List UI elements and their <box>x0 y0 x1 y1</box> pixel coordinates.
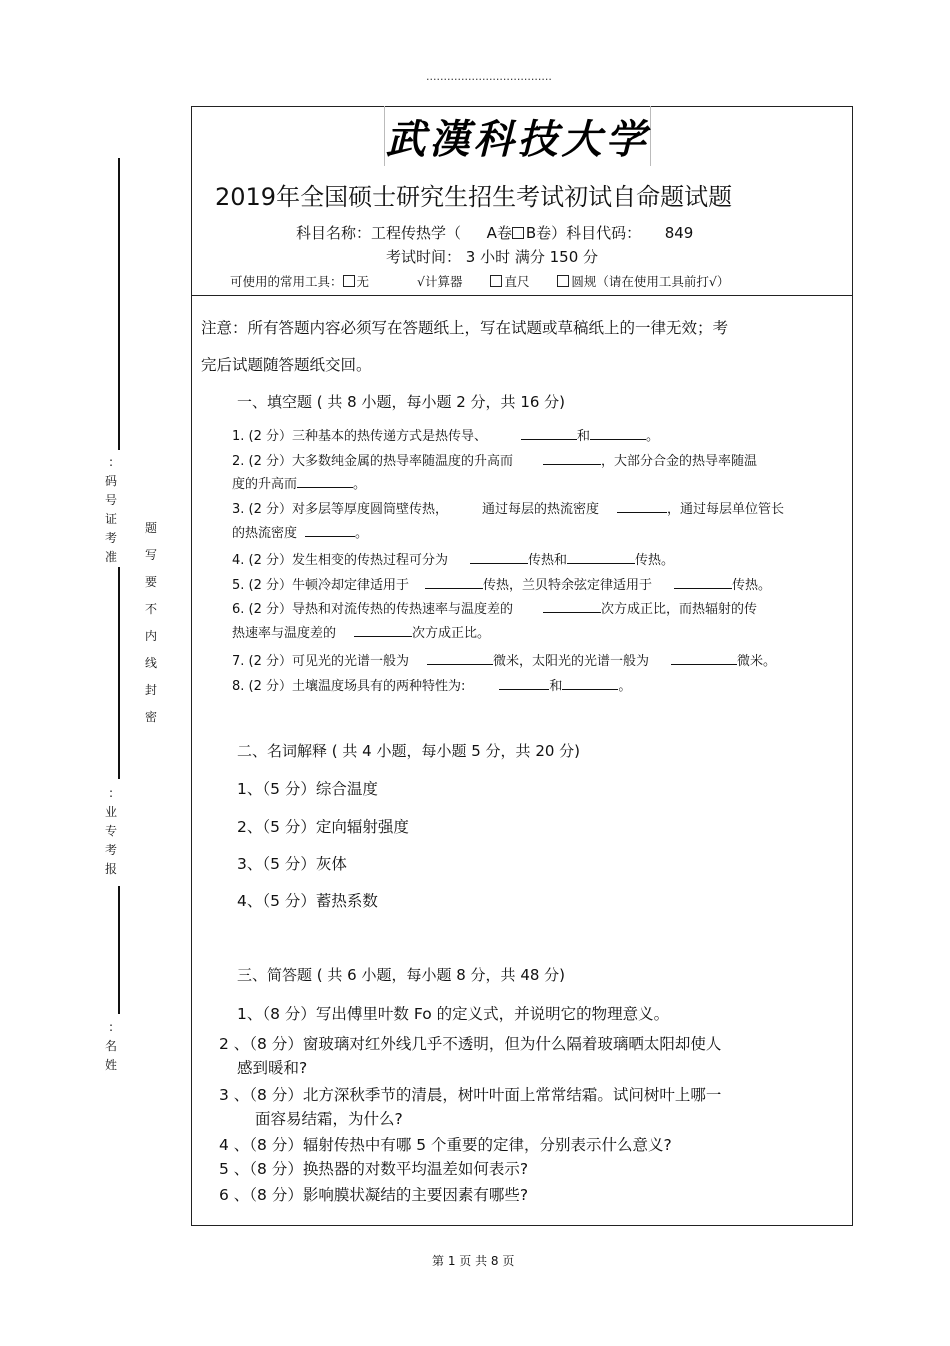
answer-blank <box>590 427 646 440</box>
binding-line-top <box>118 158 120 450</box>
fill-question-6: 6. (2 分）导热和对流传热的传热速率与温度差的 次方成正比，而热辐射的传 <box>232 602 758 617</box>
exam-title: 2019年全国硕士研究生招生考试初试自命题试题 <box>215 183 733 211</box>
answer-blank <box>674 576 732 589</box>
short-question-4: 4 、（8 分）辐射传热中有哪 5 个重要的定律，分别表示什么意义? <box>219 1136 672 1154</box>
seal-line-notice: 题 写 要 不 内 线 封 密 <box>144 521 157 724</box>
fill-question-7: 7. (2 分）可见光的光谱一般为 微米，太阳光的光谱一般为 微米。 <box>232 654 777 669</box>
fill-question-1: 1. (2 分）三种基本的热传递方式是热传导、 和 。 <box>232 429 660 444</box>
short-question-1: 1、（8 分）写出傅里叶数 Fo 的定义式，并说明它的物理意义。 <box>237 1005 670 1023</box>
answer-blank <box>425 576 483 589</box>
page-number: 第 1 页 共 8 页 <box>432 1254 515 1268</box>
short-question-5: 5 、（8 分）换热器的对数平均温差如何表示? <box>219 1160 529 1178</box>
university-logo: 武漢科技大学 <box>384 106 651 166</box>
answer-blank <box>543 600 601 613</box>
fill-question-2: 2. (2 分）大多数纯金属的热导率随温度的升高而 ，大部分合金的热导率随温 <box>232 454 758 469</box>
header-separator <box>191 295 853 296</box>
notice-line-2: 完后试题随答题纸交回。 <box>201 356 372 374</box>
subject-label: 科目名称：工程传热学（ <box>296 224 462 242</box>
binding-line-bottom <box>118 886 120 1014</box>
section1-heading: 一、填空题 ( 共 8 小题，每小题 2 分，共 16 分) <box>237 393 566 411</box>
fill-question-5: 5. (2 分）牛顿冷却定律适用于 传热，兰贝特余弦定律适用于 传热。 <box>232 578 772 593</box>
major-field: : 业 专 考 报 <box>104 786 117 876</box>
checkbox-ruler-icon <box>490 275 502 287</box>
candidate-number-field: : 码 号 证 考 准 <box>104 455 117 564</box>
fill-question-4: 4. (2 分）发生相变的传热过程可分为 传热和 传热。 <box>232 553 675 568</box>
paper-b: B卷）科目代码： <box>525 224 642 242</box>
answer-blank <box>521 427 577 440</box>
short-question-2: 2 、（8 分）窗玻璃对红外线几乎不透明，但为什么隔着玻璃晒太阳却使人 <box>219 1035 722 1053</box>
subject-line <box>296 222 693 243</box>
top-dotted-line: .................................... <box>426 70 552 83</box>
fill-question-6-cont: 热速率与温度差的 次方成正比。 <box>232 626 491 641</box>
tool-ruler: 直尺 <box>504 274 530 289</box>
tool-compass: 圆规（请在使用工具前打√） <box>571 274 730 289</box>
answer-blank <box>543 452 601 465</box>
exam-info: 考试时间： 3 小时 满分 150 分 <box>386 248 599 266</box>
answer-blank <box>671 652 737 665</box>
answer-blank <box>427 652 493 665</box>
fill-question-8: 8. (2 分）土壤温度场具有的两种特性为: 和 。 <box>232 679 632 694</box>
tools-line <box>230 272 729 290</box>
name-field: : 名 姓 <box>104 1020 117 1072</box>
paper-a: A卷 <box>486 224 512 242</box>
fill-question-2-cont: 度的升高而 。 <box>232 477 367 492</box>
term-item-3: 3、（5 分）灰体 <box>237 855 347 873</box>
binding-line-middle <box>118 567 120 779</box>
fill-question-3-cont: 的热流密度 。 <box>232 526 369 541</box>
answer-blank <box>562 677 618 690</box>
answer-blank <box>617 500 667 513</box>
tool-calculator: √计算器 <box>417 274 463 289</box>
section3-heading: 三、简答题 ( 共 6 小题，每小题 8 分，共 48 分) <box>237 966 566 984</box>
answer-blank <box>354 624 412 637</box>
checkbox-compass-icon <box>557 275 569 287</box>
short-question-2-cont: 感到暖和? <box>237 1059 308 1077</box>
checkbox-none-icon <box>343 275 355 287</box>
term-item-4: 4、（5 分）蓄热系数 <box>237 892 378 910</box>
answer-blank <box>567 551 635 564</box>
short-question-3-cont: 面容易结霜，为什么? <box>255 1110 403 1128</box>
short-question-3: 3 、（8 分）北方深秋季节的清晨，树叶叶面上常常结霜。试问树叶上哪一 <box>219 1086 722 1104</box>
term-item-1: 1、（5 分）综合温度 <box>237 780 378 798</box>
tool-none: 无 <box>356 274 370 289</box>
checkbox-b-icon <box>512 227 524 239</box>
answer-blank <box>499 677 549 690</box>
subject-code: 849 <box>664 224 694 242</box>
fill-question-3: 3. (2 分）对多层等厚度圆筒壁传热， 通过每层的热流密度 ，通过每层单位管长 <box>232 502 785 517</box>
answer-blank <box>297 475 353 488</box>
term-item-2: 2、（5 分）定向辐射强度 <box>237 818 409 836</box>
notice-line-1: 注意：所有答题内容必须写在答题纸上，写在试题或草稿纸上的一律无效；考 <box>201 319 729 337</box>
tools-label: 可使用的常用工具： <box>230 274 343 289</box>
answer-blank <box>470 551 528 564</box>
short-question-6: 6 、（8 分）影响膜状凝结的主要因素有哪些? <box>219 1186 529 1204</box>
answer-blank <box>305 524 355 537</box>
section2-heading: 二、名词解释 ( 共 4 小题，每小题 5 分，共 20 分) <box>237 742 581 760</box>
